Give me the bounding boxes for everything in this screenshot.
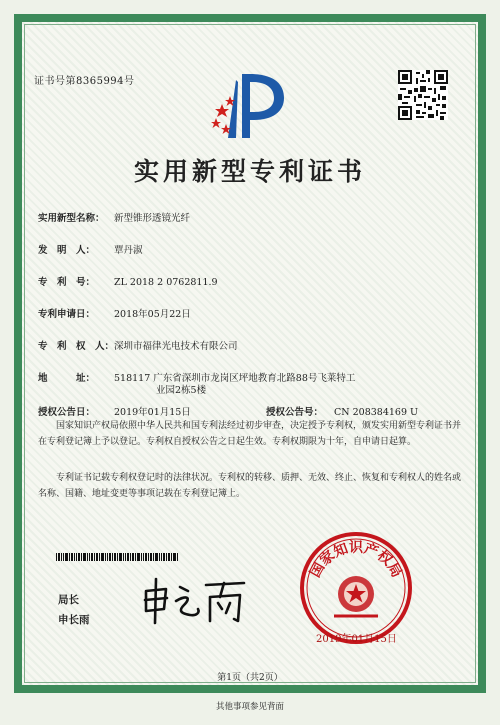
grant-number-row (266, 404, 418, 418)
seal-date: 2019年01月15日 (316, 634, 397, 645)
field-value: 覃丹淑 (114, 245, 143, 256)
director-title: 局长 (58, 594, 79, 606)
field-value: 新型锥形透镜光纤 (114, 213, 191, 224)
legal-status-statement: 专利证书记载专利权登记时的法律状况。专利权的转移、质押、无效、终止、恢复和专利权人的姓名或名称、国籍、地址变更等事项记载在专利登记簿上。 (38, 473, 462, 499)
filing-date-row (38, 306, 191, 320)
field-label: 实用新型名称： (38, 213, 105, 224)
official-seal (298, 530, 414, 646)
field-label: 专利申请日： (38, 309, 96, 320)
certificate-number: 证书号第8365994号 (34, 76, 135, 87)
director-signature (140, 575, 250, 625)
utility-model-name-row (38, 210, 190, 224)
field-value: ZL 2018 2 0762811.9 (114, 277, 218, 288)
inventor-row (38, 242, 143, 256)
field-label: 专 利 权 人： (38, 341, 115, 352)
patent-number-row (38, 274, 218, 288)
field-value: 2018年05月22日 (114, 309, 191, 320)
page-number: 第1页（共2页） (217, 673, 283, 683)
seal-text: 国家知识产权局 (307, 540, 405, 581)
grant-statement: 国家知识产权局依照中华人民共和国专利法经过初步审查，决定授予专利权，颁发实用新型专利证书并在专利登记簿上予以登记。专利权自授权公告之日起生效。专利权期限为十年，自申请日起算。 (38, 421, 462, 447)
address-line-2: 业园2栋5楼 (156, 385, 207, 396)
field-value: 2019年01月15日 (114, 407, 191, 418)
cnipa-logo-icon (208, 68, 294, 144)
field-label: 地 址： (38, 373, 96, 384)
field-value: CN 208384169 U (334, 407, 419, 418)
barcode-icon (56, 553, 178, 561)
director-name: 申长雨 (58, 614, 90, 626)
field-value: 518117 广东省深圳市龙岗区坪地教育北路88号飞莱特工 (114, 373, 356, 384)
field-label: 授权公告日： (38, 407, 96, 418)
field-value: 深圳市福律光电技术有限公司 (114, 341, 238, 352)
field-label: 专 利 号： (38, 277, 96, 288)
field-label: 发 明 人： (38, 245, 96, 256)
certificate-title: 实用新型专利证书 (133, 157, 366, 186)
footer-note: 其他事项参见背面 (215, 702, 284, 712)
patentee-row (38, 338, 238, 352)
qr-code-icon (398, 70, 448, 120)
field-label: 授权公告号： (266, 407, 324, 418)
grant-date-row (38, 404, 191, 418)
